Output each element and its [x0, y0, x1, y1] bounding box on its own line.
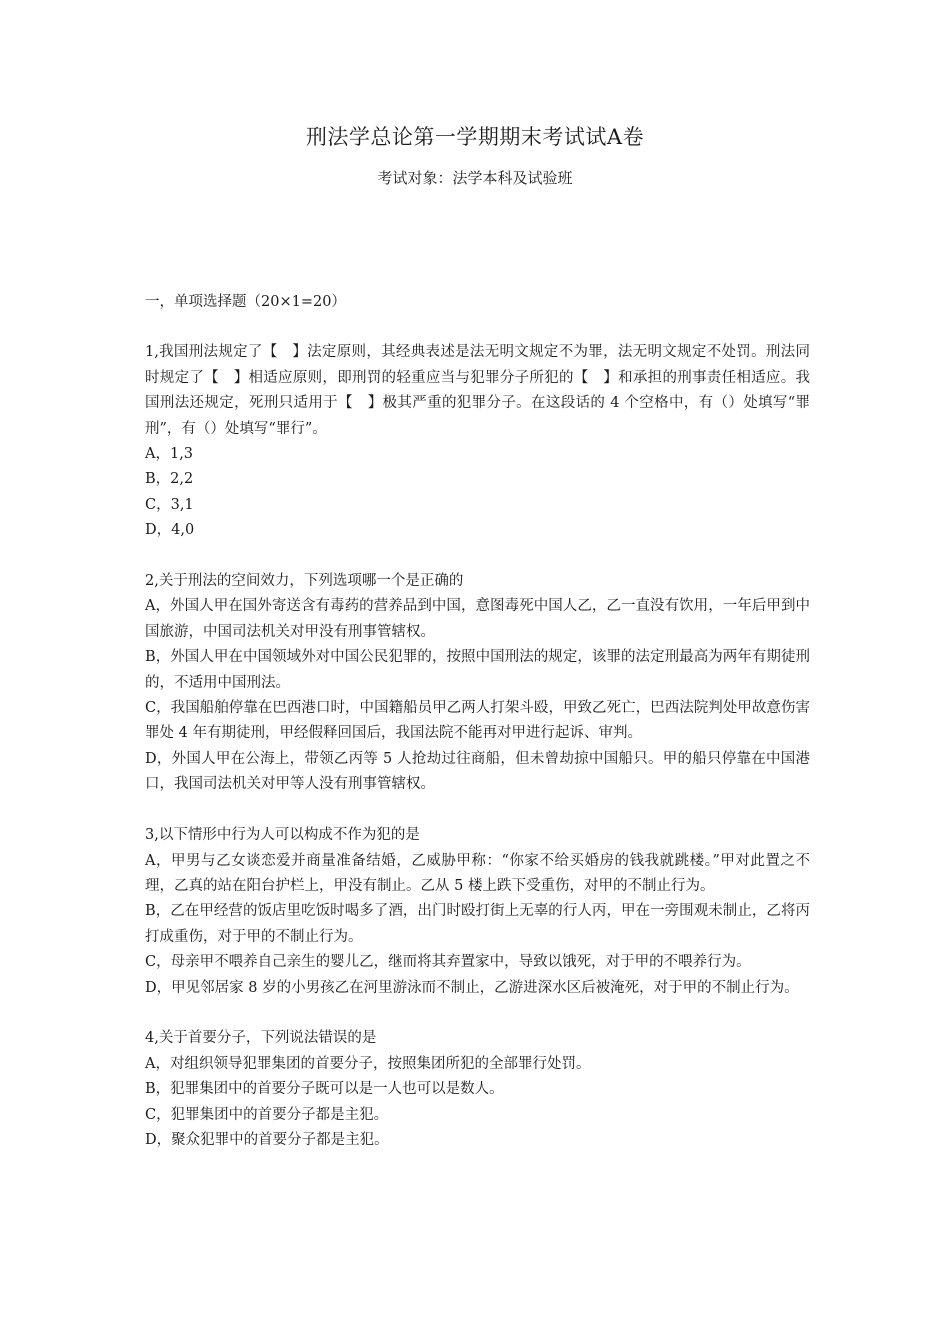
question-stem: 1,我国刑法规定了【 】法定原则，其经典表述是法无明文规定不为罪，法无明文规定不处罚。刑法同时规定了【 】相适应原则，即刑罚的轻重应当与犯罪分子所犯的【 】和承担的刑事责任相适应。我国刑法还规定，死刑只适用于【 】极其严重的犯罪分子。在这段话的 4 个空格中，有（）处填写“罪刑”，有（）处填写“罪行”。: [145, 344, 810, 437]
option-b: B，外国人甲在中国领域外对中国公民犯罪的，按照中国刑法的规定，该罪的法定刑最高为两年有期徒刑的，不适用中国刑法。: [145, 649, 810, 691]
option-b: B，犯罪集团中的首要分子既可以是一人也可以是数人。: [145, 1081, 504, 1098]
option-d: D，聚众犯罪中的首要分子都是主犯。: [145, 1131, 389, 1148]
option-b: B，乙在甲经营的饭店里吃饭时喝多了酒，出门时殴打街上无辜的行人丙，甲在一旁围观未制止，乙将丙打成重伤，对于甲的不制止行为。: [145, 903, 810, 945]
option-a: A，甲男与乙女谈恋爱并商量准备结婚，乙威胁甲称：“你家不给买婚房的钱我就跳楼。”甲对此置之不理，乙真的站在阳台护栏上，甲没有制止。乙从 5 楼上跌下受重伤，对甲的不制止行为。: [145, 852, 810, 894]
exam-content: [145, 290, 810, 1179]
question-4: [145, 1026, 810, 1153]
exam-title: 刑法学总论第一学期期末考试试A卷: [305, 125, 645, 149]
question-stem: 3,以下情形中行为人可以构成不作为犯的是: [145, 827, 420, 844]
question-stem: 4,关于首要分子，下列说法错误的是: [145, 1030, 377, 1047]
question-3: [145, 823, 810, 1001]
option-d: D，4,0: [145, 522, 195, 539]
option-d: D，甲见邻居家 8 岁的小男孩乙在河里游泳而不制止，乙游进深水区后被淹死，对于甲的不制止行为。: [145, 979, 799, 996]
question-2: [145, 569, 810, 798]
exam-subtitle: 考试对象：法学本科及试验班: [377, 169, 573, 187]
section-heading: 一，单项选择题（20×1=20）: [145, 294, 346, 310]
option-a: A，1,3: [145, 446, 194, 463]
option-c: C，3,1: [145, 496, 194, 513]
option-b: B，2,2: [145, 471, 194, 488]
question-stem: 2,关于刑法的空间效力，下列选项哪一个是正确的: [145, 573, 464, 590]
option-c: C，犯罪集团中的首要分子都是主犯。: [145, 1106, 389, 1123]
question-1: [145, 340, 810, 543]
option-d: D，外国人甲在公海上，带领乙丙等 5 人抢劫过往商船，但未曾劫掠中国船只。甲的船只停靠在中国港口，我国司法机关对甲等人没有刑事管辖权。: [145, 750, 810, 793]
option-a: A，外国人甲在国外寄送含有毒药的营养品到中国，意图毒死中国人乙，乙一直没有饮用，一年后甲到中国旅游，中国司法机关对甲没有刑事管辖权。: [145, 598, 810, 640]
option-c: C，母亲甲不喂养自己亲生的婴儿乙，继而将其弃置家中，导致以饿死，对于甲的不喂养行为。: [145, 954, 751, 971]
option-c: C，我国船舶停靠在巴西港口时，中国籍船员甲乙两人打架斗殴，甲致乙死亡，巴西法院判处甲故意伤害罪处 4 年有期徒刑，甲经假释回国后，我国法院不能再对甲进行起诉、审判。: [145, 700, 810, 742]
option-a: A，对组织领导犯罪集团的首要分子，按照集团所犯的全部罪行处罚。: [145, 1055, 591, 1072]
